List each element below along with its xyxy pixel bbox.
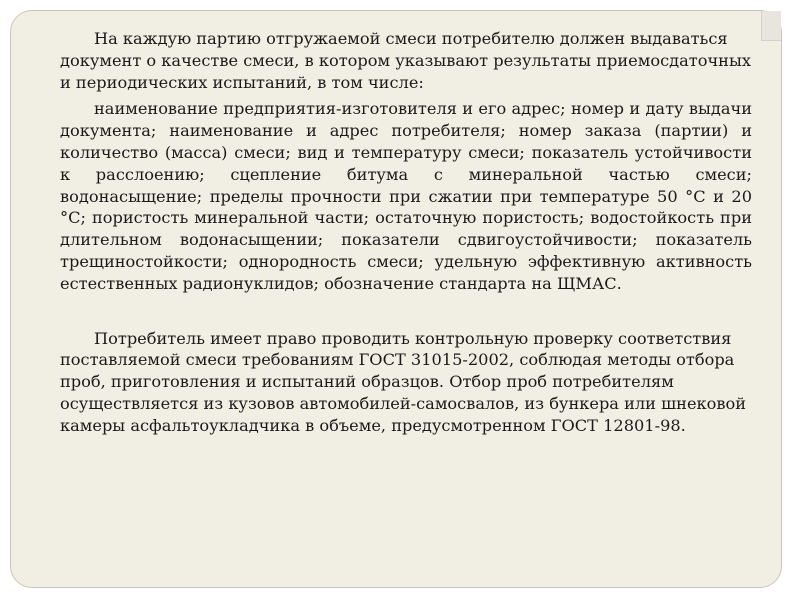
document-text (60, 28, 752, 437)
corner-tab (761, 11, 781, 41)
paragraph-gap (60, 295, 752, 328)
paragraph-consumer-rights: Потребитель имеет право проводить контрольную проверку соответствия поставляемой смеси требованиям ГОСТ 31015-2002, соблюдая методы отбора проб, приготовления и испытаний образцов. Отбор проб потребителям осуществляется из кузовов автомобилей-самосвалов, из бункера или шнековой камеры асфальтоукладчика в объеме, предусмотренном ГОСТ 12801-98. (60, 328, 747, 435)
paragraph-requirements-list: наименование предприятия-изготовителя и его адрес; номер и дату выдачи документа; наименование и адрес потребителя; номер заказа (партии) и количество (масса) смеси; вид и температуру смеси; показатель устойчивости к расслоению; сцепление битума с минеральной частью смеси; водонасыщение; пределы прочности при сжатии при температуре 50 °С и 20 °С; пористость минеральной части; остаточную пористость; водостойкость при длительном водонасыщении; показатели сдвигоустойчивости; показатель трещиностойкости; однородность смеси; удельную эффективную активность естественных радионуклидов; обозначение стандарта на ЩМАС. (60, 99, 752, 293)
paragraph-quality-document: На каждую партию отгружаемой смеси потребителю должен выдаваться документ о качестве смеси, в котором указывают результаты приемосдаточных и периодических испытаний, в том числе: (60, 29, 751, 92)
